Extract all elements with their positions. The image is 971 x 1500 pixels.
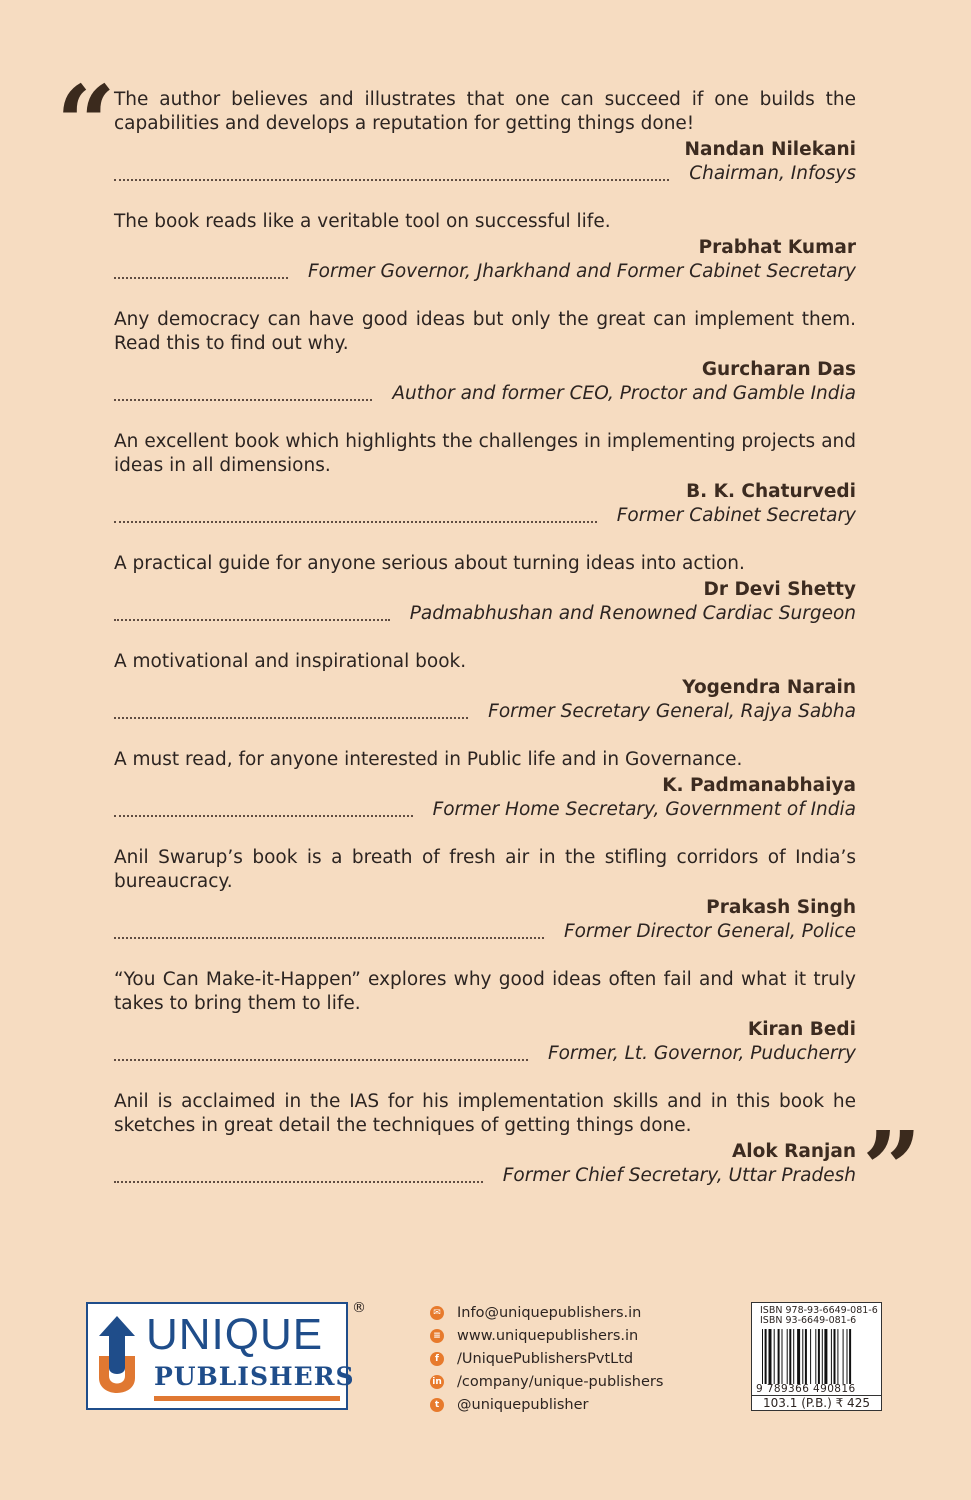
role-row <box>114 162 856 186</box>
barcode-bar <box>778 1329 780 1384</box>
barcode-bar <box>774 1329 775 1384</box>
role-row <box>114 504 856 528</box>
role-row <box>114 920 856 944</box>
testimonial <box>114 430 856 528</box>
attribution <box>114 138 856 186</box>
price-line: 103.1 (P.B.) ₹ 425 <box>752 1395 881 1411</box>
attribution <box>114 774 856 822</box>
testimonial-role: Former Home Secretary, Government of India <box>432 799 856 820</box>
role-row <box>114 798 856 822</box>
testimonial-author: Prabhat Kumar <box>698 237 856 258</box>
logo-word-publishers: PUBLISHERS <box>154 1362 355 1391</box>
testimonial <box>114 88 856 186</box>
contact-email-text: Info@uniquepublishers.in <box>457 1304 642 1321</box>
contact-list <box>430 1301 663 1416</box>
dotted-leader <box>114 703 468 719</box>
testimonial-text: A motivational and inspirational book. <box>114 651 467 672</box>
role-row <box>114 602 856 626</box>
testimonial-role: Former, Lt. Governor, Puducherry <box>547 1043 856 1064</box>
barcode-bar <box>765 1329 767 1384</box>
contact-linkedin[interactable] <box>430 1370 663 1393</box>
testimonial-role: Former Governor, Jharkhand and Former Cabinet Secretary <box>308 261 856 282</box>
testimonial-role: Chairman, Infosys <box>689 163 856 184</box>
testimonial-author: Dr Devi Shetty <box>703 579 856 600</box>
attribution <box>114 236 856 284</box>
logo-word-unique: UNIQUE <box>146 1310 324 1359</box>
contact-website[interactable] <box>430 1324 663 1347</box>
testimonial <box>114 846 856 944</box>
globe-icon: ≡ <box>430 1329 444 1343</box>
logo-underline <box>154 1396 340 1401</box>
testimonial-text: The book reads like a veritable tool on successful life. <box>114 211 611 232</box>
dotted-leader <box>114 507 597 523</box>
barcode-bar <box>805 1329 807 1384</box>
registered-mark: ® <box>352 1300 366 1316</box>
testimonial-text: Any democracy can have good ideas but only the great can implement them. Read this to find out why. <box>114 309 856 354</box>
twitter-icon: t <box>430 1398 444 1412</box>
dotted-leader <box>114 1167 483 1183</box>
dotted-leader <box>114 605 390 621</box>
dotted-leader <box>114 801 413 817</box>
contact-twitter-text: @uniquepublisher <box>457 1396 589 1413</box>
barcode-bar <box>797 1329 800 1384</box>
testimonial-text: An excellent book which highlights the challenges in implementing projects and ideas in all dimensions. <box>114 431 856 476</box>
testimonial-author: Alok Ranjan <box>731 1141 856 1162</box>
barcode-bar <box>822 1329 823 1384</box>
testimonials-list <box>114 88 856 1212</box>
isbn-barcode <box>751 1302 882 1411</box>
testimonial <box>114 748 856 822</box>
attribution <box>114 480 856 528</box>
barcode-bar <box>834 1329 836 1384</box>
isbn-10: ISBN 93-6649-081-6 <box>760 1315 857 1326</box>
barcode-bar <box>782 1329 783 1384</box>
testimonial-role: Former Secretary General, Rajya Sabha <box>488 701 856 722</box>
attribution <box>114 676 856 724</box>
testimonial-text: A must read, for anyone interested in Public life and in Governance. <box>114 749 743 770</box>
role-row <box>114 382 856 406</box>
barcode-bars <box>761 1329 875 1384</box>
barcode-bar <box>802 1329 803 1384</box>
testimonial <box>114 1090 856 1188</box>
attribution <box>114 1140 856 1188</box>
testimonial-role: Former Cabinet Secretary <box>616 505 856 526</box>
barcode-bar <box>849 1329 851 1384</box>
contact-email[interactable] <box>430 1301 663 1324</box>
testimonial-text: The author believes and illustrates that one can succeed if one builds the capabilities and develops a reputation for getting things done! <box>114 89 856 134</box>
barcode-bar <box>837 1329 838 1384</box>
role-row <box>114 1164 856 1188</box>
barcode-bar <box>843 1329 844 1384</box>
attribution <box>114 578 856 626</box>
barcode-bar <box>769 1329 772 1384</box>
testimonial-author: K. Padmanabhaiya <box>662 775 856 796</box>
testimonial <box>114 308 856 406</box>
facebook-icon: f <box>430 1352 444 1366</box>
barcode-bar <box>831 1329 832 1384</box>
barcode-bar <box>818 1329 820 1384</box>
publisher-logo <box>86 1302 355 1410</box>
testimonial-text: Anil Swarup’s book is a breath of fresh air in the stifling corridors of India’s bureaucracy. <box>114 847 856 892</box>
testimonial-role: Former Director General, Police <box>563 921 856 942</box>
contact-twitter[interactable] <box>430 1393 663 1416</box>
contact-website-text: www.uniquepublishers.in <box>457 1327 639 1344</box>
isbn-13: ISBN 978-93-6649-081-6 <box>760 1305 878 1316</box>
barcode-bar <box>787 1329 788 1384</box>
testimonial-text: “You Can Make-it-Happen” explores why good ideas often fail and what it truly takes to bring them to life. <box>114 969 856 1014</box>
contact-facebook-text: /UniquePublishersPvtLtd <box>457 1350 634 1367</box>
linkedin-icon: in <box>430 1375 444 1389</box>
testimonial <box>114 552 856 626</box>
dotted-leader <box>114 1045 528 1061</box>
barcode-digits: 9 789366 490816 <box>756 1383 856 1395</box>
testimonial-author: Prakash Singh <box>706 897 856 918</box>
testimonial-role: Padmabhushan and Renowned Cardiac Surgeon <box>409 603 856 624</box>
barcode-bar <box>793 1329 794 1384</box>
barcode-bar <box>762 1329 763 1384</box>
role-row <box>114 260 856 284</box>
attribution <box>114 896 856 944</box>
testimonial-author: Gurcharan Das <box>701 359 856 380</box>
testimonial-role: Author and former CEO, Proctor and Gamble India <box>392 383 856 404</box>
testimonial <box>114 210 856 284</box>
testimonial-author: B. K. Chaturvedi <box>686 481 856 502</box>
open-quote-mark: “ <box>56 62 116 185</box>
testimonial-text: Anil is acclaimed in the IAS for his implementation skills and in this book he sketches in great detail the techniques of getting things done. <box>114 1091 856 1136</box>
dotted-leader <box>114 385 372 401</box>
email-icon: ✉ <box>430 1306 444 1320</box>
attribution <box>114 358 856 406</box>
testimonial-author: Yogendra Narain <box>682 677 856 698</box>
dotted-leader <box>114 165 669 181</box>
dotted-leader <box>114 263 288 279</box>
testimonial-role: Former Chief Secretary, Uttar Pradesh <box>502 1165 856 1186</box>
close-quote-mark: ” <box>862 1108 922 1231</box>
barcode-bar <box>815 1329 816 1384</box>
barcode-bar <box>824 1329 827 1384</box>
attribution <box>114 1018 856 1066</box>
role-row <box>114 1042 856 1066</box>
testimonial <box>114 968 856 1066</box>
testimonial <box>114 650 856 724</box>
barcode-bar <box>789 1329 791 1384</box>
testimonial-author: Nandan Nilekani <box>684 139 856 160</box>
dotted-leader <box>114 923 544 939</box>
testimonial-text: A practical guide for anyone serious about turning ideas into action. <box>114 553 745 574</box>
testimonial-author: Kiran Bedi <box>747 1019 856 1040</box>
logo-arrow-u-icon <box>96 1314 138 1398</box>
role-row <box>114 700 856 724</box>
contact-linkedin-text: /company/unique-publishers <box>457 1373 664 1390</box>
barcode-bar <box>847 1329 848 1384</box>
barcode-bar <box>810 1329 811 1384</box>
contact-facebook[interactable] <box>430 1347 663 1370</box>
